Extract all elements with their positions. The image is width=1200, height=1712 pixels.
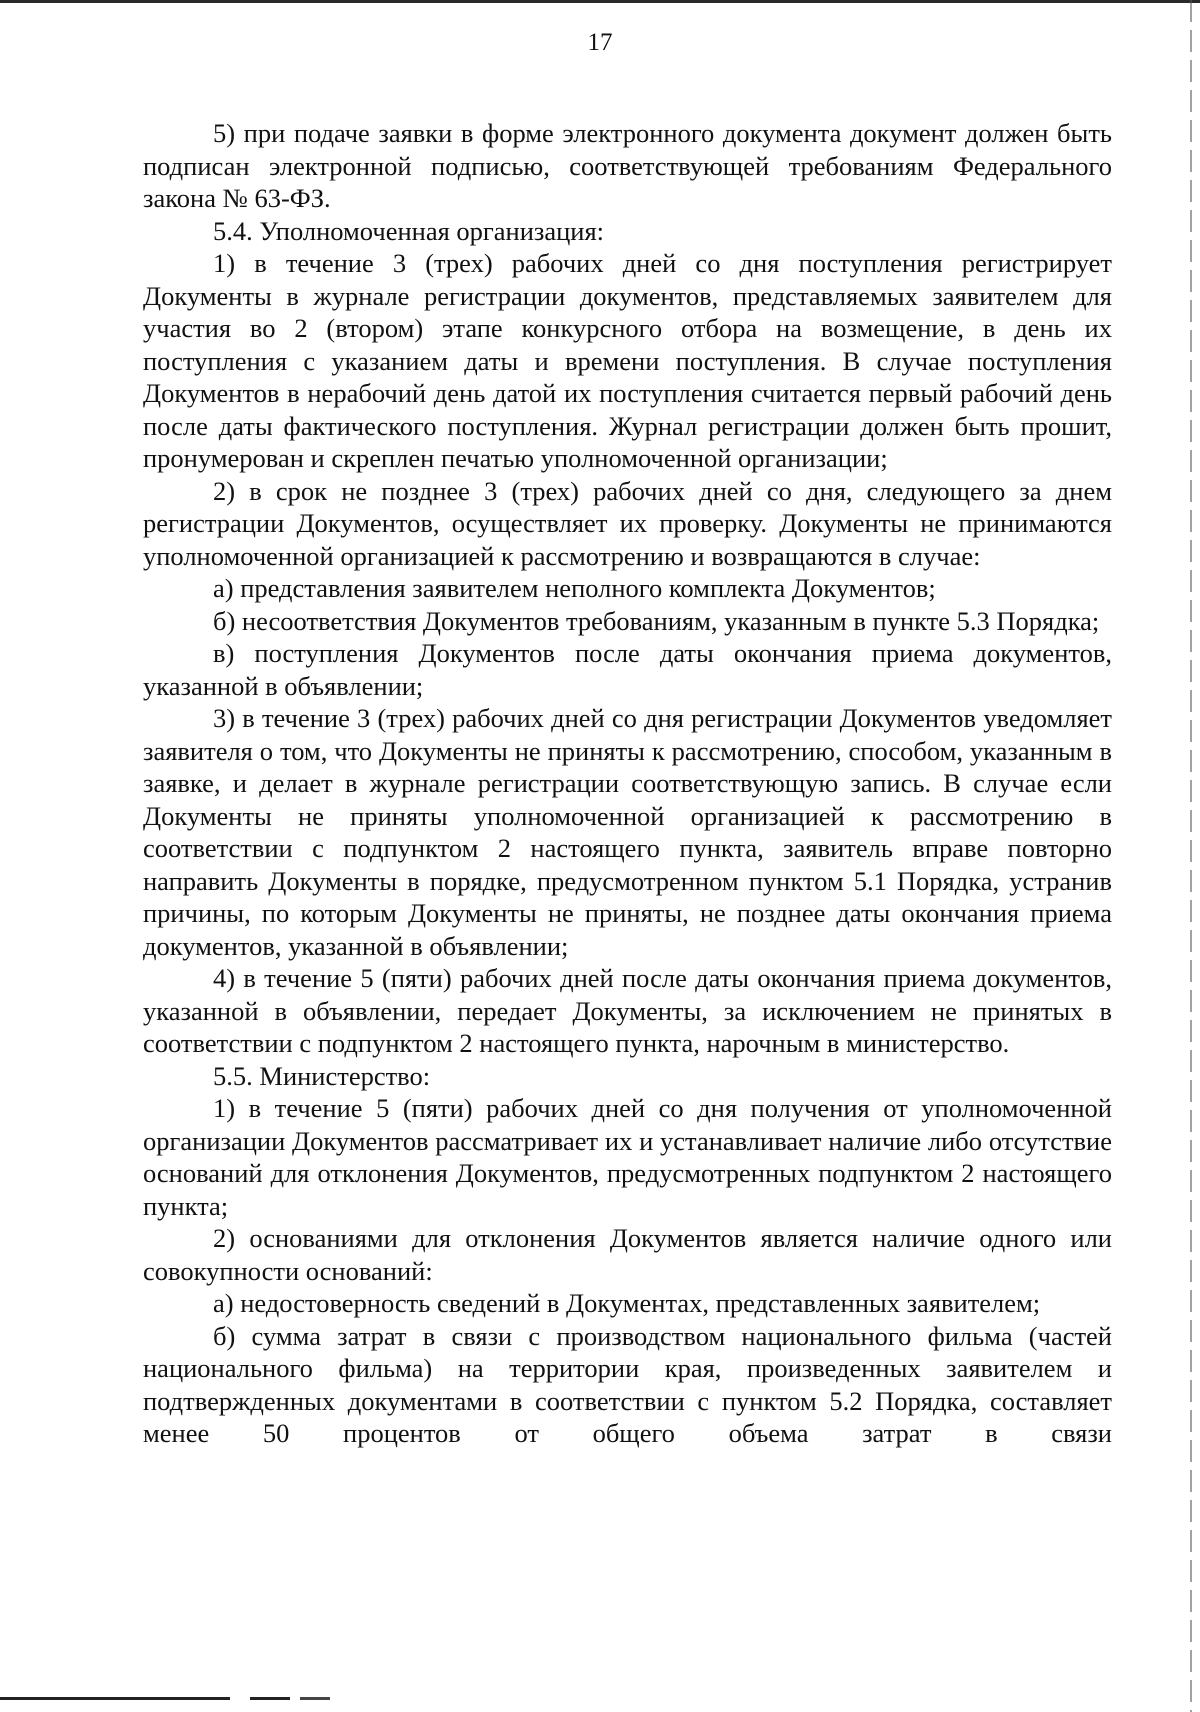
paragraph-5-4-item-2: 2) в срок не позднее 3 (трех) рабочих дней со дня, следующего за днем регистрации Документов, осуществляет их проверку. Документы не принимаются уполномоченной организацией к рассмотрению и возвращаются в случае: <box>143 475 1112 571</box>
scan-bottom-edge <box>0 1697 330 1700</box>
paragraph-5-4-item-2b: б) несоответствия Документов требованиям, указанным в пункте 5.3 Порядка; <box>213 605 1100 636</box>
paragraph-5-4-item-2a: а) представления заявителем неполного комплекта Документов; <box>213 573 936 603</box>
paragraph-5-4-heading: 5.4. Уполномоченная организация: <box>213 215 605 246</box>
scan-top-edge <box>0 0 1200 3</box>
scan-right-edge <box>1190 0 1192 1712</box>
paragraph-5-5-item-2b: б) сумма затрат в связи с производством национального фильма (частей национального фильма) на территории края, произведенных заявителем и подтвержденных документами в соответствии с пунктом 5.2 Порядка, составляет менее 50 процентов от общего объема затрат в связи <box>143 1320 1112 1448</box>
paragraph-5-4-item-2c: в) поступления Документов после даты окончания приема документов, указанной в объявлении; <box>143 638 1112 701</box>
paragraph-5-5-item-2a: а) недостоверность сведений в Документах, представленных заявителем; <box>213 1288 1041 1318</box>
document-body <box>143 117 1112 1450</box>
paragraph-5-5-item-1: 1) в течение 5 (пяти) рабочих дней со дня получения от уполномоченной организации Документов рассматривает их и устанавливает наличие либо отсутствие оснований для отклонения Документов, предусмотренных подпунктом 2 настоящего пункта; <box>143 1093 1112 1221</box>
paragraph-5-5-signature: 5) при подаче заявки в форме электронного документа документ должен быть подписан электронной подписью, соответствующей требованиям Федерального закона № 63-ФЗ. <box>143 118 1112 213</box>
paragraph-5-5-heading: 5.5. Министерство: <box>213 1060 431 1091</box>
paragraph-5-4-item-4: 4) в течение 5 (пяти) рабочих дней после даты окончания приема документов, указанной в объявлении, передает Документы, за исключением не принятых в соответствии с подпунктом 2 настоящего пункта, нарочным в министерство. <box>143 963 1112 1058</box>
paragraph-5-4-item-3: 3) в течение 3 (трех) рабочих дней со дня регистрации Документов уведомляет заявителя о том, что Документы не приняты к рассмотрению, способом, указанным в заявке, и делает в журнале регистрации соответствующую запись. В случае если Документы не приняты уполномоченной организацией к рассмотрению в соответствии с подпунктом 2 настоящего пункта, заявитель вправе повторно направить Документы в порядке, предусмотренном пунктом 5.1 Порядка, устранив причины, по которым Документы не приняты, не позднее даты окончания приема документов, указанной в объявлении; <box>143 703 1112 961</box>
paragraph-5-4-item-1: 1) в течение 3 (трех) рабочих дней со дня поступления регистрирует Документы в журнале регистрации документов, представляемых заявителем для участия во 2 (втором) этапе конкурсного отбора на возмещение, в день их поступления с указанием даты и времени поступления. В случае поступления Документов в нерабочий день датой их поступления считается первый рабочий день после даты фактического поступления. Журнал регистрации должен быть прошит, пронумерован и скреплен печатью уполномоченной организации; <box>143 248 1112 473</box>
paragraph-5-5-item-2: 2) основаниями для отклонения Документов является наличие одного или совокупности оснований: <box>143 1223 1112 1286</box>
page-number: 17 <box>587 29 613 56</box>
